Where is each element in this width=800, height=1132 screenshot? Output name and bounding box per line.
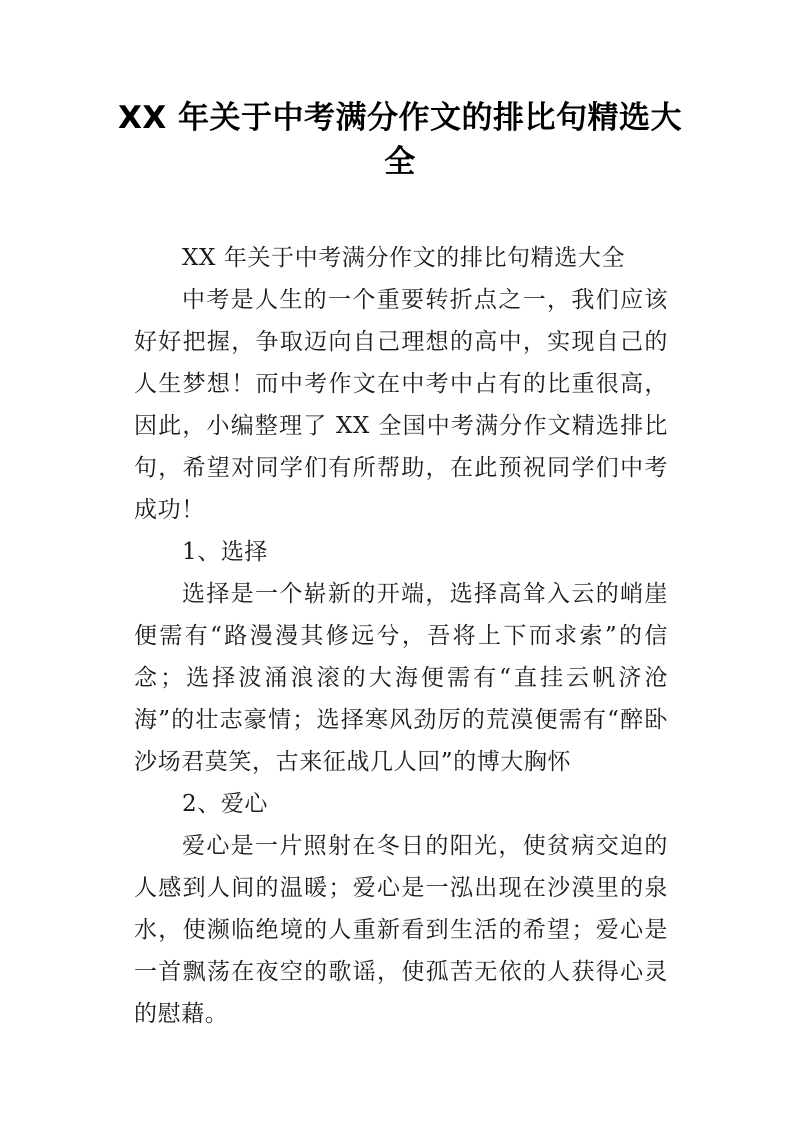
section-heading-love: 2、爱心 [182,791,269,817]
section-body-choice: 选择是一个崭新的开端，选择高耸入云的峭崖便需有“路漫漫其修远兮，吾将上下而求索”的信念；选择波涌浪滚的大海便需有“直挂云帆济沧海”的壮志豪情；选择寒风劲厉的荒漠便需有“醉卧沙场君莫笑，古来征战几人回”的博大胸怀 [134,581,668,775]
document-body [134,237,668,1035]
intro-paragraph: 中考是人生的一个重要转折点之一，我们应该好好把握，争取迈向自己理想的高中，实现自己的人生梦想！而中考作文在中考中占有的比重很高，因此，小编整理了 XX 全国中考满分作文精选排比句，希望对同学们有所帮助，在此预祝同学们中考成功！ [134,287,668,523]
document-subtitle: XX 年关于中考满分作文的排比句精选大全 [182,245,626,271]
document-title: XX 年关于中考满分作文的排比句精选大全 [117,100,683,180]
section-heading-choice: 1、选择 [182,539,269,565]
section-body-love: 爱心是一片照射在冬日的阳光，使贫病交迫的人感到人间的温暖；爱心是一泓出现在沙漠里的泉水，使濒临绝境的人重新看到生活的希望；爱心是一首飘荡在夜空的歌谣，使孤苦无依的人获得心灵的慰藉。 [134,833,668,1027]
